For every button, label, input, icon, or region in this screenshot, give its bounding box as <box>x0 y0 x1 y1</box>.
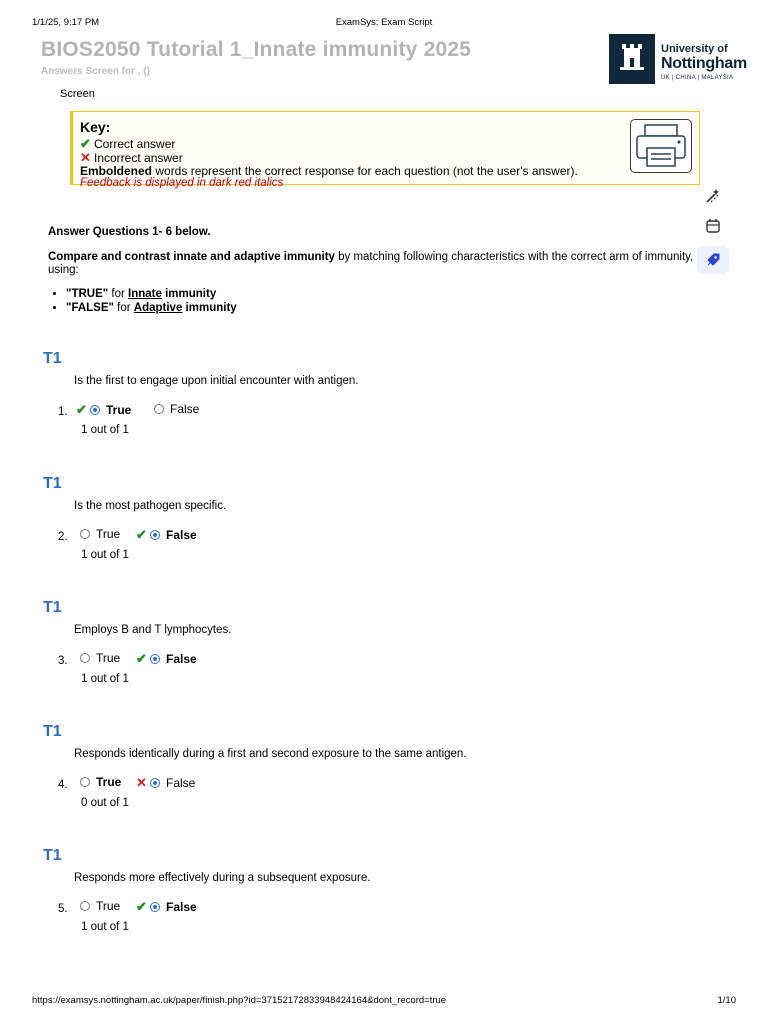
question-number: 1. <box>58 406 68 418</box>
question-number: 5. <box>58 903 68 915</box>
radio-true[interactable] <box>80 653 90 663</box>
key-emboldened-bold: Emboldened <box>80 164 153 178</box>
option-true[interactable] <box>80 899 120 913</box>
key-title: Key: <box>80 119 111 135</box>
print-header <box>32 17 736 31</box>
print-button[interactable] <box>630 119 692 173</box>
question-number: 3. <box>58 655 68 667</box>
question-text: Is the first to engage upon initial encounter with antigen. <box>74 375 359 387</box>
wand-icon <box>705 188 721 204</box>
calendar-icon <box>705 218 721 234</box>
question-number: 2. <box>58 531 68 543</box>
question-number: 4. <box>58 779 68 791</box>
instruction-bold: Compare and contrast innate and adaptive immunity <box>48 251 335 263</box>
assistant-button[interactable] <box>697 246 729 274</box>
calendar-tool-button[interactable] <box>697 212 729 240</box>
question-block <box>0 599 768 699</box>
option-true[interactable] <box>80 775 121 789</box>
radio-true[interactable] <box>90 405 100 415</box>
question-label: T1 <box>43 599 62 616</box>
printer-icon <box>631 120 691 172</box>
question-score: 1 out of 1 <box>81 549 129 561</box>
option-false[interactable] <box>154 402 199 416</box>
radio-true[interactable] <box>80 529 90 539</box>
mapping-true <box>66 287 698 301</box>
mapping-false <box>66 301 698 315</box>
answers-screen-subtitle: Answers Screen for , () <box>41 66 150 77</box>
logo-line-university-of: University of <box>661 43 728 55</box>
question-block <box>0 847 768 947</box>
option-false-label: False <box>166 528 197 542</box>
question-label: T1 <box>43 475 62 492</box>
cross-icon: ✕ <box>80 150 91 165</box>
option-false[interactable] <box>136 775 195 791</box>
question-text: Employs B and T lymphocytes. <box>74 624 232 636</box>
mapping-arm: Innate <box>128 288 162 300</box>
cross-icon: ✕ <box>136 775 147 790</box>
key-feedback-label: Feedback is displayed in dark red italics <box>80 177 284 189</box>
key-emboldened-rest: words represent the correct response for each question (not the user's answer). <box>152 164 578 178</box>
instructions <box>48 226 698 315</box>
option-true[interactable] <box>80 651 120 665</box>
option-true[interactable] <box>80 527 120 541</box>
option-true-label: True <box>96 527 121 541</box>
paper-title: BIOS2050 Tutorial 1_Innate immunity 2025 <box>41 38 472 61</box>
section-heading: Answer Questions 1- 6 below. <box>48 226 211 238</box>
answer-mapping-list <box>66 287 698 315</box>
question-score: 1 out of 1 <box>81 424 129 436</box>
radio-false[interactable] <box>154 404 164 414</box>
mapping-for: for <box>113 302 134 314</box>
key-incorrect-label: Incorrect answer <box>94 151 183 165</box>
question-block <box>0 350 768 450</box>
castle-crest-icon <box>609 34 655 84</box>
option-false[interactable] <box>136 651 197 667</box>
key-feedback-row <box>80 177 283 189</box>
option-true-label: True <box>106 403 132 417</box>
key-box <box>70 111 700 189</box>
question-score: 1 out of 1 <box>81 673 129 685</box>
key-emboldened-row <box>80 164 578 178</box>
side-toolbar <box>697 180 731 280</box>
question-text: Is the most pathogen specific. <box>74 500 227 512</box>
mapping-arm: Adaptive <box>133 302 183 314</box>
magic-edit-button[interactable] <box>697 182 729 210</box>
check-icon: ✔ <box>80 136 91 151</box>
check-icon: ✔ <box>76 402 87 417</box>
screen-label: Screen <box>60 88 95 100</box>
logo-line-campuses: UK | CHINA | MALAYSIA <box>661 75 734 81</box>
option-false-label: False <box>166 900 197 914</box>
option-true[interactable] <box>76 402 131 418</box>
question-score: 0 out of 1 <box>81 797 129 809</box>
radio-false[interactable] <box>150 902 160 912</box>
check-icon: ✔ <box>136 651 147 666</box>
print-datetime: 1/1/25, 9:17 PM <box>32 17 100 28</box>
mapping-for: for <box>108 288 129 300</box>
print-url: https://examsys.nottingham.ac.uk/paper/finish.php?id=37152172833948424164&dont_record=true <box>32 995 447 1006</box>
option-false[interactable] <box>136 899 197 915</box>
question-label: T1 <box>43 847 62 864</box>
radio-true[interactable] <box>80 777 90 787</box>
radio-false[interactable] <box>150 654 160 664</box>
question-label: T1 <box>43 723 62 740</box>
radio-true[interactable] <box>80 901 90 911</box>
question-score: 1 out of 1 <box>81 921 129 933</box>
instruction-text <box>48 251 698 277</box>
radio-false[interactable] <box>150 530 160 540</box>
option-false-label: False <box>166 652 197 666</box>
logo-line-nottingham: Nottingham <box>661 55 747 72</box>
question-text: Responds identically during a first and second exposure to the same antigen. <box>74 748 467 760</box>
option-false[interactable] <box>136 527 197 543</box>
university-logo <box>609 34 747 86</box>
option-false-label: False <box>170 402 200 416</box>
option-false-label: False <box>166 776 196 790</box>
instruction-rest: by matching following characteristics with the correct arm of immunity, using: <box>48 251 694 276</box>
question-label: T1 <box>43 350 62 367</box>
check-icon: ✔ <box>136 899 147 914</box>
key-correct-label: Correct answer <box>94 137 176 151</box>
mapping-key: "FALSE" <box>66 302 114 314</box>
print-footer <box>32 995 736 1007</box>
print-page-title: ExamSys: Exam Script <box>335 17 433 28</box>
mapping-rest: immunity <box>182 302 237 314</box>
rocket-icon <box>705 252 721 268</box>
mapping-key: "TRUE" <box>66 288 109 300</box>
option-true-label: True <box>96 651 121 665</box>
option-true-label: True <box>96 775 122 789</box>
question-block <box>0 723 768 823</box>
option-true-label: True <box>96 899 121 913</box>
print-page-number: 1/10 <box>717 995 736 1006</box>
check-icon: ✔ <box>136 527 147 542</box>
question-block <box>0 475 768 575</box>
radio-false[interactable] <box>150 778 160 788</box>
question-text: Responds more effectively during a subsequent exposure. <box>74 872 371 884</box>
mapping-rest: immunity <box>161 288 217 300</box>
